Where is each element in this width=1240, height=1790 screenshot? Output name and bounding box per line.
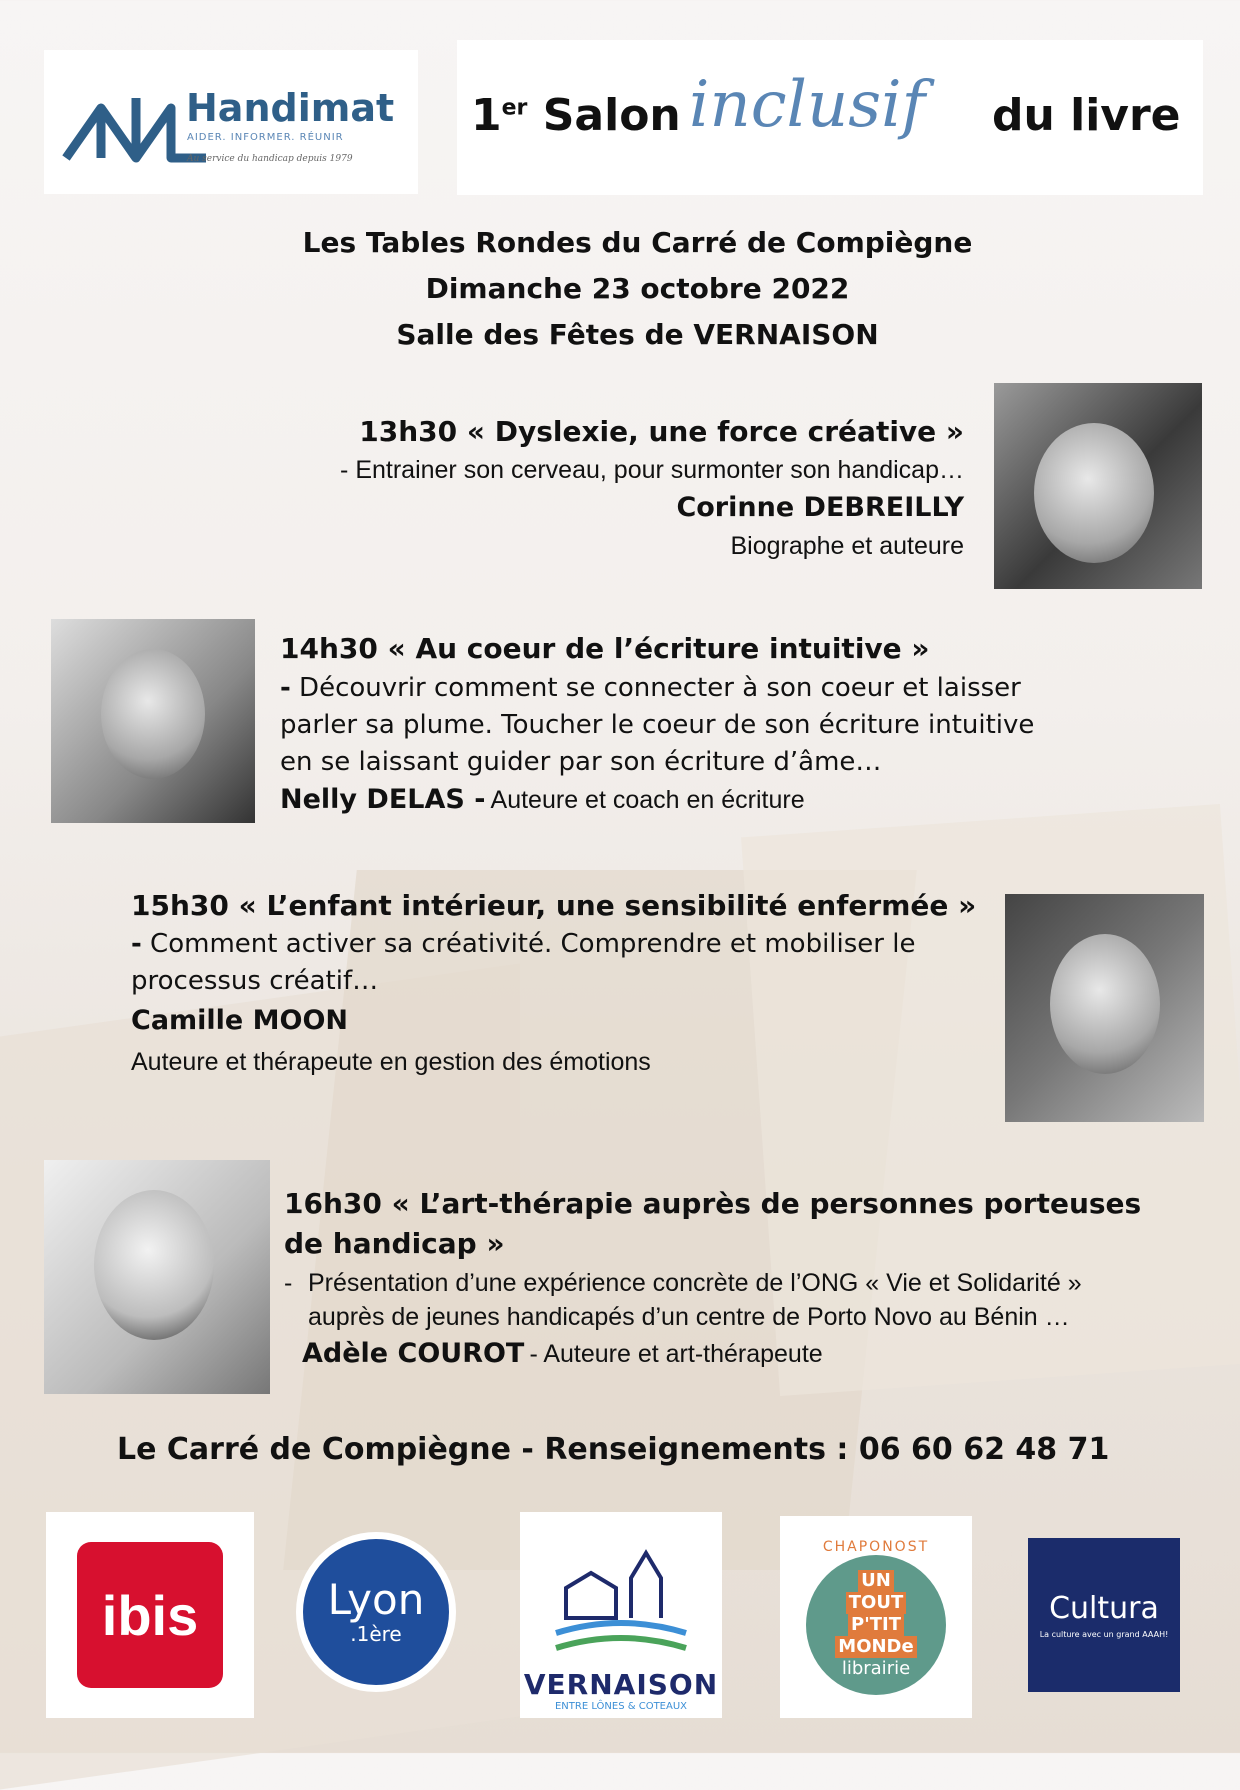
talk-2-speaker: Nelly DELAS -	[280, 784, 486, 815]
talk-3-text: - Comment activer sa créativité. Comprendre et mobiliser le processus créatif…	[131, 929, 916, 996]
librairie-word-3: P'TIT	[848, 1614, 904, 1636]
cultura-logo-text: Cultura	[1049, 1591, 1159, 1626]
salon-inclusif: inclusif	[689, 68, 926, 142]
salon-sup: er	[501, 95, 528, 121]
talk-2-role: Auteure et coach en écriture	[490, 786, 805, 814]
talk-4-topic: « L’art-thérapie auprès de personnes porteuses de handicap »	[284, 1187, 1142, 1260]
sponsor-vernaison	[520, 1512, 722, 1718]
handimat-tagline: AIDER. INFORMER. RÉUNIR	[187, 132, 344, 143]
talk-4	[284, 1184, 1164, 1377]
salon-number: 1	[471, 90, 502, 141]
handimat-logo	[44, 50, 418, 194]
handimat-name: Handimat	[186, 86, 395, 130]
speaker-photo-debreilly	[994, 383, 1202, 589]
contact-line: Le Carré de Compiègne - Renseignements : 06 60 62 48 71	[117, 1432, 1110, 1467]
talk-1-title: 13h30 « Dyslexie, une force créative »	[359, 415, 964, 448]
talk-3-description: Comment activer sa créativité. Comprendre et mobiliser le processus créatif…	[131, 929, 916, 996]
sponsor-un-tout-ptit-monde	[780, 1516, 972, 1718]
ibis-logo-text: ibis	[101, 1583, 199, 1647]
talk-3	[131, 886, 1011, 1082]
talk-3-title: 15h30 « L’enfant intérieur, une sensibilité enfermée »	[131, 889, 977, 922]
talk-4-speaker: Adèle COUROT	[302, 1338, 525, 1369]
talk-4-role: - Auteure et art-thérapeute	[529, 1340, 823, 1368]
speaker-photo-moon	[1005, 894, 1204, 1122]
talk-3-speaker: Camille MOON	[131, 1005, 349, 1036]
vernaison-logo-text: VERNAISON	[523, 1668, 719, 1701]
cultura-tagline: La culture avec un grand AAAH!	[1039, 1630, 1169, 1639]
talk-1-role: Biographe et auteure	[730, 532, 964, 560]
talk-4-description: Présentation d’une expérience concrète de l’ONG « Vie et Solidarité » auprès de jeunes handicapés d’un centre de Porto Novo au Bénin …	[308, 1269, 1082, 1331]
talk-2-description: Découvrir comment se connecter à son coeur et laisser parler sa plume. Toucher le coeur de son écriture intuitive en se laissant guider par son écriture d’âme…	[280, 673, 1035, 777]
sponsor-lyon-1ere	[296, 1532, 456, 1692]
event-heading	[0, 220, 1240, 358]
vernaison-church-icon	[546, 1548, 696, 1668]
talk-2	[280, 628, 1040, 822]
sponsor-cultura	[1028, 1538, 1180, 1692]
librairie-word-1: UN	[858, 1570, 894, 1592]
librairie-word-2: TOUT	[846, 1592, 906, 1614]
event-venue: Salle des Fêtes de VERNAISON	[396, 318, 879, 351]
talk-2-text: - Découvrir comment se connecter à son coeur et laisser parler sa plume. Toucher le coeur de son écriture intuitive en se laissant guider par son écriture d’âme…	[280, 673, 1035, 777]
handimat-since: Au service du handicap depuis 1979	[187, 154, 353, 164]
sponsor-ibis	[46, 1512, 254, 1718]
talk-1-subtitle: - Entrainer son cerveau, pour surmonter son handicap…	[340, 456, 964, 484]
vernaison-logo-sub: ENTRE LÔNES & COTEAUX	[554, 1701, 688, 1712]
librairie-word-4: MONDe	[835, 1636, 916, 1658]
speaker-photo-courot	[44, 1160, 270, 1394]
talk-4-title	[284, 1184, 1164, 1264]
lyon-logo-sub: .1ère	[350, 1622, 402, 1646]
salon-word: Salon	[542, 90, 681, 141]
librairie-chaponost: CHAPONOST	[822, 1539, 930, 1555]
talk-4-time: 16h30	[284, 1187, 382, 1220]
talk-3-role: Auteure et thérapeute en gestion des émotions	[131, 1048, 651, 1076]
talk-1	[300, 412, 964, 564]
salon-suffix: du livre	[992, 90, 1181, 141]
talk-2-title: 14h30 « Au coeur de l’écriture intuitive »	[280, 632, 930, 665]
speaker-photo-delas	[51, 619, 255, 823]
librairie-word-5: librairie	[841, 1658, 911, 1679]
talk-4-bullet: -	[284, 1269, 293, 1297]
event-title: Les Tables Rondes du Carré de Compiègne	[302, 226, 973, 259]
talk-4-text	[284, 1266, 1164, 1334]
talk-1-speaker: Corinne DEBREILLY	[676, 492, 964, 523]
salon-banner	[457, 40, 1203, 195]
librairie-badge	[806, 1555, 946, 1695]
lyon-logo-text: Lyon	[327, 1575, 425, 1624]
event-date: Dimanche 23 octobre 2022	[425, 272, 850, 305]
